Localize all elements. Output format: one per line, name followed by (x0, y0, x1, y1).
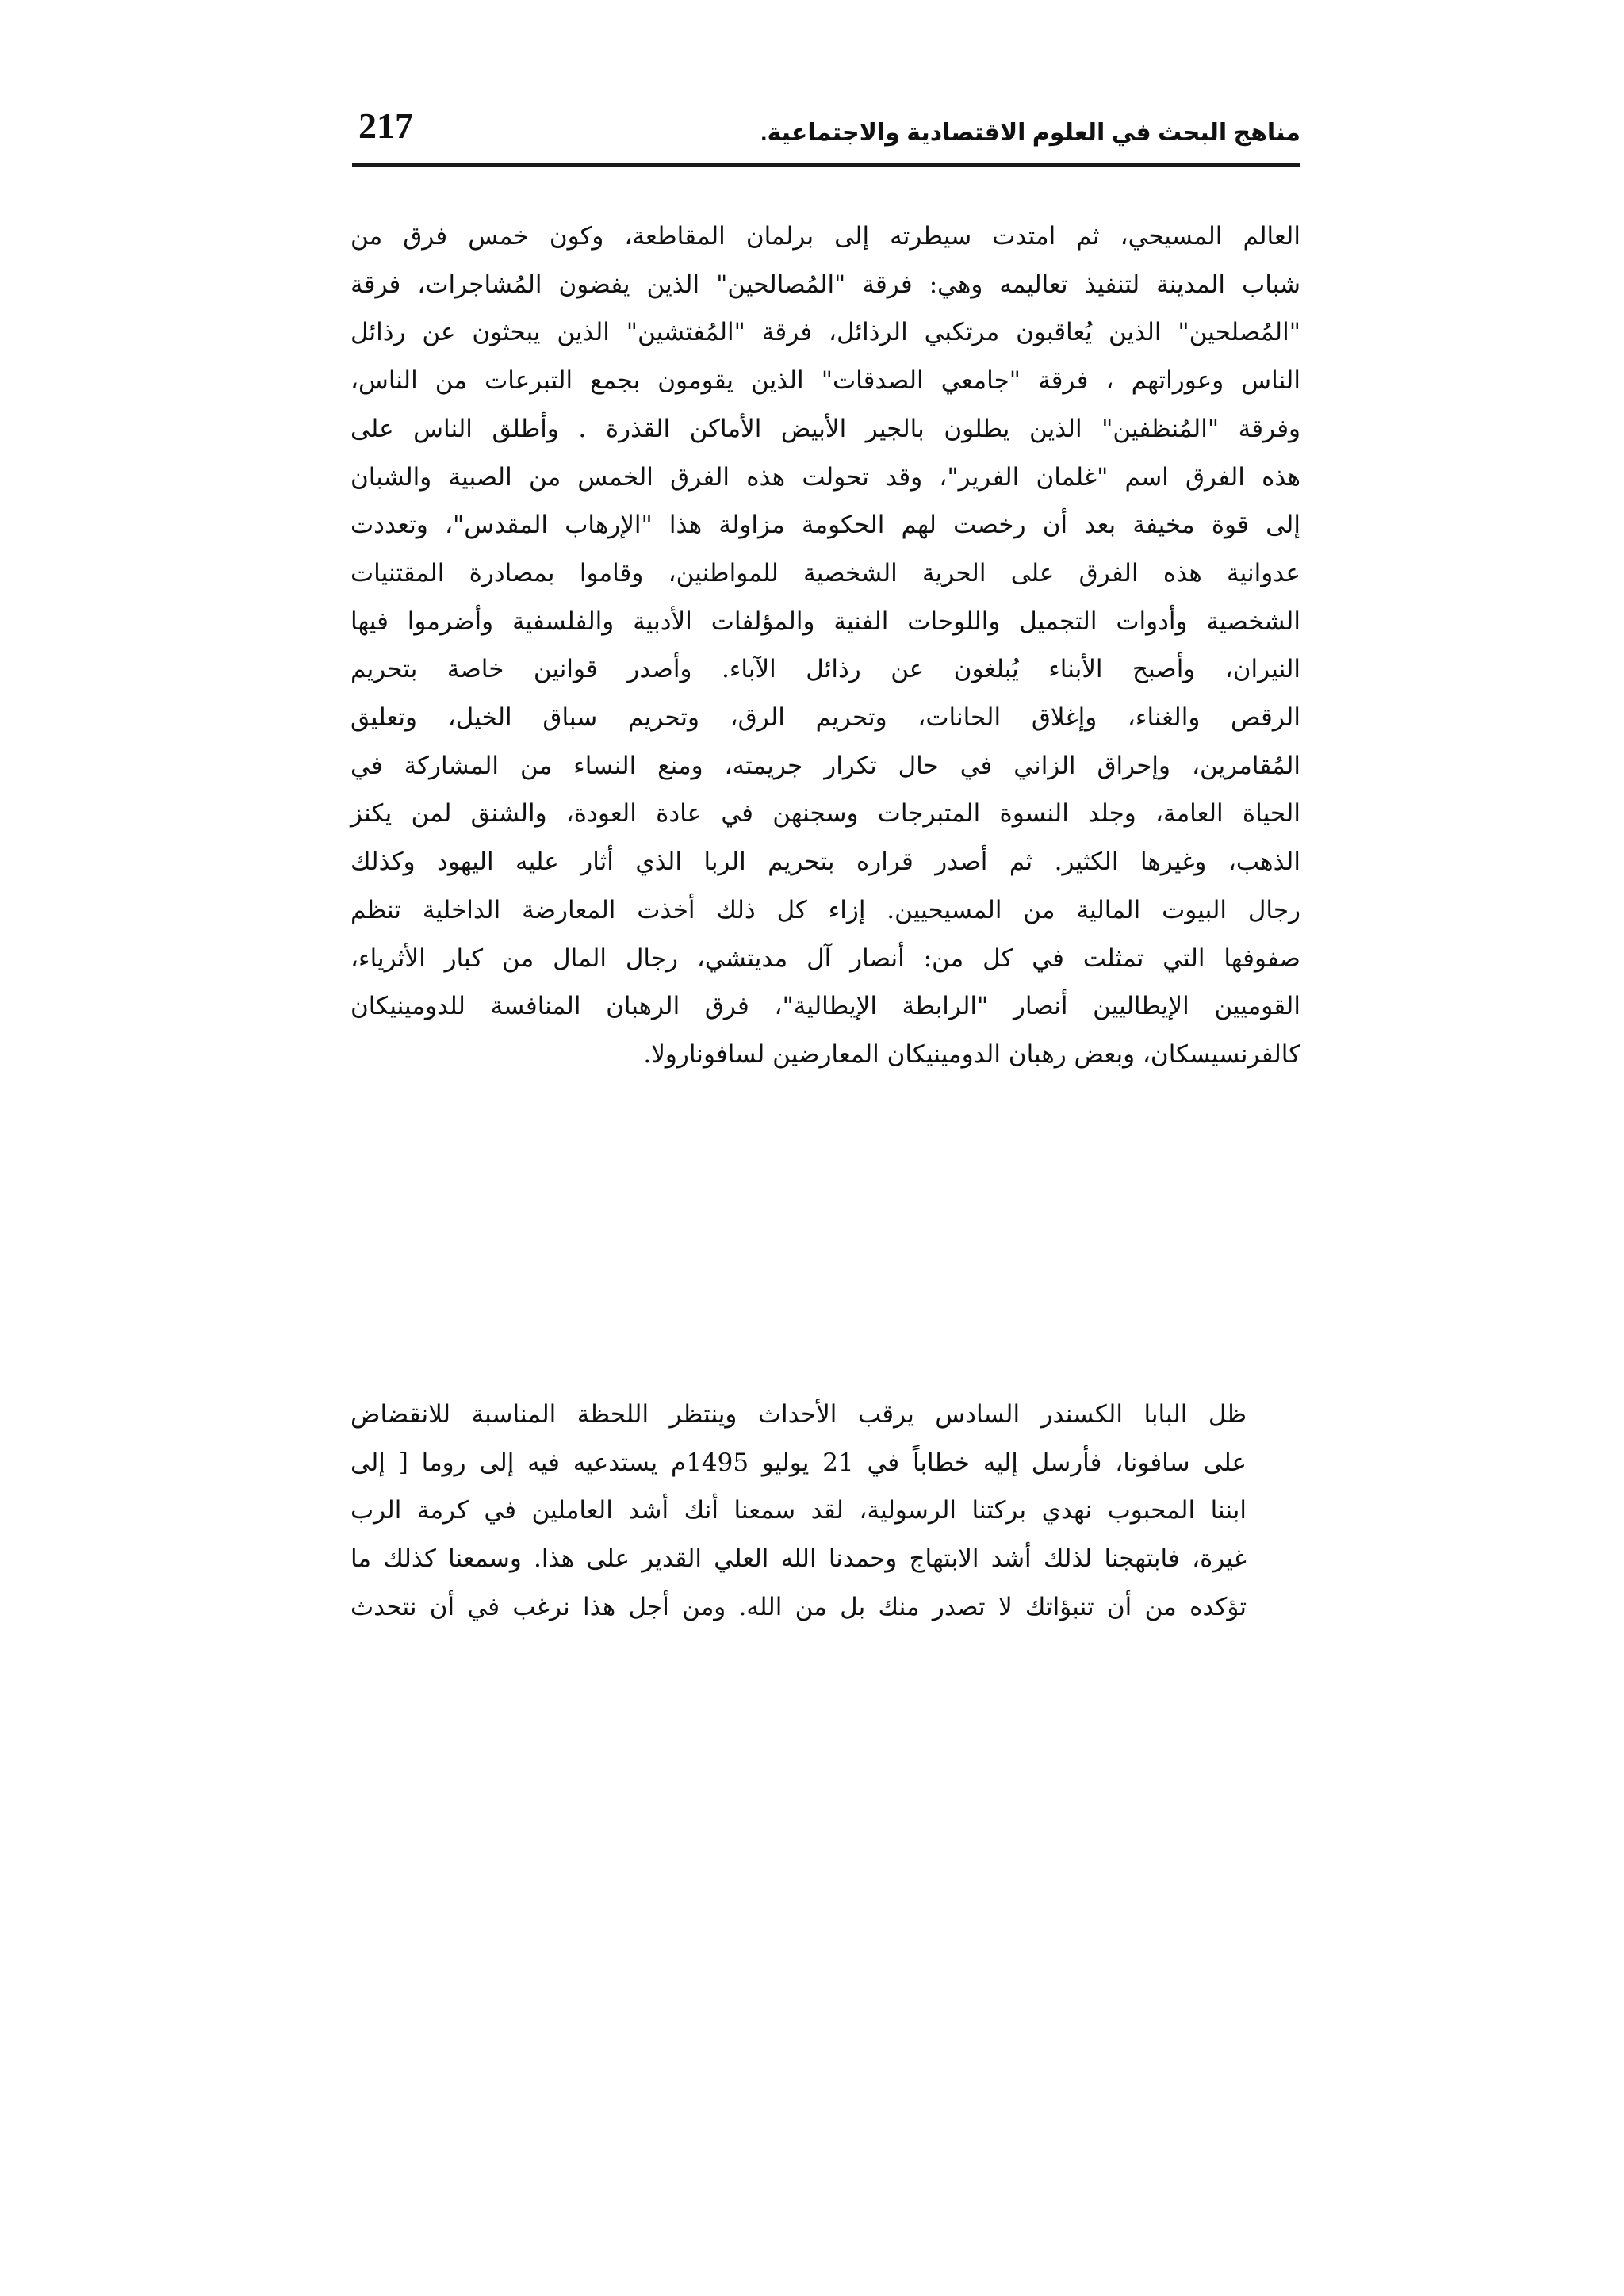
text-line: رجال البيوت المالية من المسيحيين. إزاء كل ذلك أخذت المعارضة الداخلية تنظم (350, 895, 1300, 924)
text-line: غيرة، فابتهجنا لذلك أشد الابتهاج وحمدنا الله العلي القدير على هذا. وسمعنا كذلك ما (350, 1544, 1247, 1574)
text-line: الشخصية وأدوات التجميل واللوحات الفنية والمؤلفات الأدبية والفلسفية وأضرموا فيها (350, 607, 1300, 636)
text-line: على سافونا، فأرسل إليه خطاباً في 21 يوليو 1495م يستدعيه فيه إلى روما [ إلى (350, 1448, 1247, 1477)
body-paragraph-2 (350, 1391, 1300, 1632)
body-paragraph-1 (350, 212, 1300, 1079)
page-number: 217 (358, 105, 413, 146)
text-line: الذهب، وغيرها الكثير. ثم أصدر قراره بتحريم الربا الذي أثار عليه اليهود وكذلك (350, 848, 1300, 877)
text-line: عدوانية هذه الفرق على الحرية الشخصية للمواطنين، وقاموا بمصادرة المقتنيات (350, 558, 1300, 587)
running-title: مناهج البحث في العلوم الاقتصادية والاجتماعية. (760, 120, 1300, 146)
text-line: المُقامرين، وإحراق الزاني في حال تكرار جريمته، ومنع النساء من المشاركة في (350, 751, 1300, 780)
text-line: كالفرنسيسكان، وبعض رهبان الدومينيكان المعارضين لسافونارولا. (643, 1039, 1300, 1069)
text-line: "المُصلحين" الذين يُعاقبون مرتكبي الرذائل، فرقة "المُفتشين" الذين يبحثون عن رذائل (350, 318, 1300, 347)
text-line: تؤكده من أن تنبؤاتك لا تصدر منك بل من الله. ومن أجل هذا نرغب في أن نتحدث (350, 1592, 1247, 1621)
running-header (352, 101, 1300, 167)
text-line: القوميين الإيطاليين أنصار "الرابطة الإيطالية"، فرق الرهبان المنافسة للدومينيكان (350, 992, 1300, 1021)
text-line: الحياة العامة، وجلد النسوة المتبرجات وسجنهن في عادة العودة، والشنق لمن يكنز (350, 799, 1300, 828)
text-line: الرقص والغناء، وإغلاق الحانات، وتحريم الرق، وتحريم سباق الخيل، وتعليق (350, 703, 1300, 733)
text-line: هذه الفرق اسم "غلمان الفرير"، وقد تحولت هذه الفرق الخمس من الصبية والشبان (350, 462, 1300, 492)
text-line: وفرقة "المُنظفين" الذين يطلون بالجير الأبيض الأماكن القذرة . وأطلق الناس على (350, 414, 1300, 443)
text-line: النيران، وأصبح الأبناء يُبلغون عن رذائل الآباء. وأصدر قوانين خاصة بتحريم (350, 655, 1300, 684)
text-line: ظل البابا الكسندر السادس يرقب الأحداث وينتظر اللحظة المناسبة للانقضاض (350, 1400, 1247, 1429)
text-line: الناس وعوراتهم ، فرقة "جامعي الصدقات" الذين يقومون بجمع التبرعات من الناس، (350, 366, 1300, 396)
text-line: إلى قوة مخيفة بعد أن رخصت لهم الحكومة مزاولة هذا "الإرهاب المقدس"، وتعددت (350, 511, 1300, 540)
text-line: ابننا المحبوب نهدي بركتنا الرسولية، لقد سمعنا أنك أشد العاملين في كرمة الرب (350, 1496, 1247, 1525)
text-line: العالم المسيحي، ثم امتدت سيطرته إلى برلمان المقاطعة، وكون خمس فرق من (350, 222, 1300, 251)
text-line: شباب المدينة لتنفيذ تعاليمه وهي: فرقة "المُصالحين" الذين يفضون المُشاجرات، فرقة (350, 270, 1300, 299)
text-line: صفوفها التي تمثلت في كل من: أنصار آل مديتشي، رجال المال من كبار الأثرياء، (350, 943, 1300, 973)
